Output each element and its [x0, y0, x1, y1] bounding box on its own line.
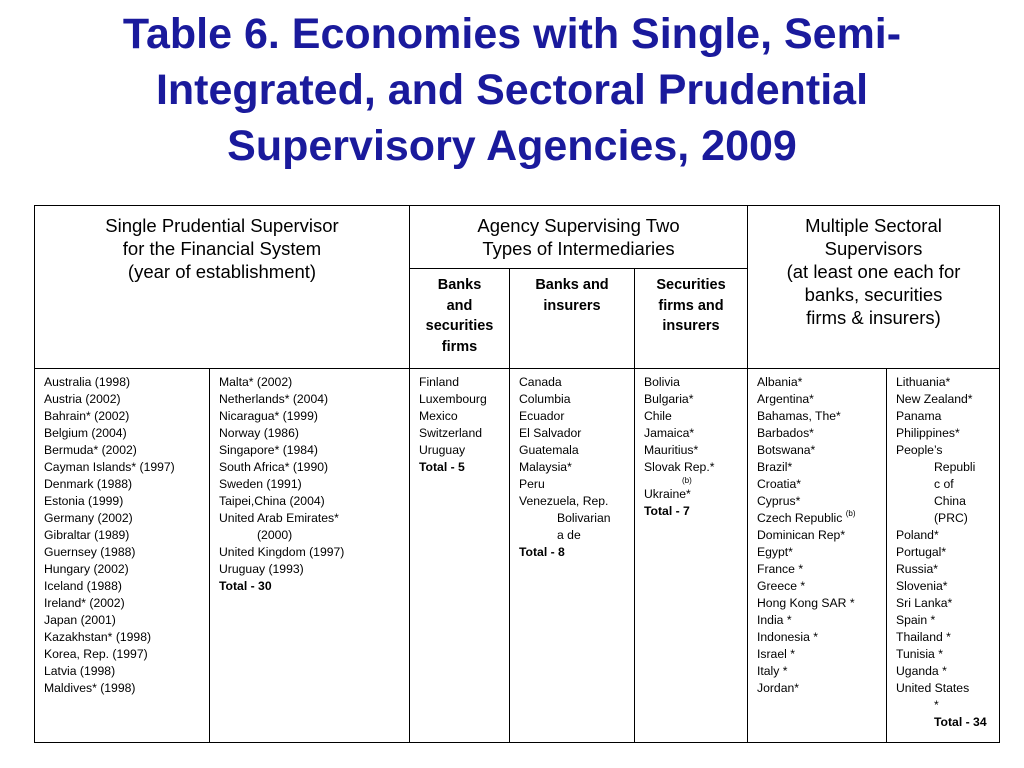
multiple-col-1 — [748, 369, 887, 743]
list-item: Kazakhstan* (1998) — [44, 630, 152, 644]
subheader-securities-insurers — [635, 269, 748, 369]
header-multiple-line-1: Multiple Sectoral — [805, 215, 942, 236]
list-item: United Arab Emirates* — [219, 511, 339, 525]
list-item: France * — [757, 562, 804, 576]
securities-insurers-col — [635, 369, 748, 743]
single-col-1 — [35, 369, 210, 743]
list-item: Denmark (1988) — [44, 477, 133, 491]
multiple-col-2 — [887, 369, 1000, 743]
list-item: Bermuda* (2002) — [44, 443, 137, 457]
list-item: Croatia* — [757, 477, 802, 491]
list-item: Latvia (1998) — [44, 664, 116, 678]
list-item: Netherlands* (2004) — [219, 392, 329, 406]
list-item: Venezuela, Rep. — [519, 494, 609, 508]
subheader-bi-line-1: Banks and — [535, 277, 609, 293]
list-item: Mexico — [419, 409, 458, 423]
list-item-continuation: c of — [934, 477, 954, 491]
list-item: Canada — [519, 375, 562, 389]
banks-securities-col — [410, 369, 510, 743]
list-item: Israel * — [757, 647, 795, 661]
supervisory-agencies-table — [34, 205, 1000, 743]
czech-republic-label: Czech Republic — [757, 511, 843, 525]
list-item: Spain * — [896, 613, 936, 627]
list-item: Chile — [644, 409, 672, 423]
list-item: Ukraine* — [644, 487, 691, 501]
list-item: Estonia (1999) — [44, 494, 124, 508]
list-item: Gibraltar (1989) — [44, 528, 130, 542]
list-item: New Zealand* — [896, 392, 973, 406]
list-item: Guatemala — [519, 443, 579, 457]
list-item: Singapore* (1984) — [219, 443, 318, 457]
header-agency-line-2: Types of Intermediaries — [482, 238, 675, 259]
list-item: Australia (1998) — [44, 375, 131, 389]
list-item: Columbia — [519, 392, 571, 406]
list-item: Greece * — [757, 579, 806, 593]
list-item: Belgium (2004) — [44, 426, 127, 440]
subheader-bs-line-1: Banks — [437, 277, 482, 293]
header-multiple-sectoral — [748, 206, 1000, 369]
list-item: Germany (2002) — [44, 511, 133, 525]
subheader-si-line-1: Securities — [656, 277, 726, 293]
header-single-line-3: (year of establishment) — [127, 261, 317, 282]
list-item: Austria (2002) — [44, 392, 121, 406]
list-item: Uruguay (1993) — [219, 562, 304, 576]
subheader-si-line-2: firms and — [658, 297, 724, 314]
list-item: Hong Kong SAR * — [757, 596, 855, 610]
subheader-bs-line-3: securities — [425, 318, 494, 334]
list-item: Malaysia* — [519, 460, 572, 474]
list-item: Peru — [519, 477, 545, 491]
list-item: Egypt* — [757, 545, 793, 559]
title-line-2: Integrated, and Sectoral Prudential — [155, 66, 869, 114]
list-item: Tunisia * — [896, 647, 943, 661]
list-item: Finland — [419, 375, 459, 389]
securities-insurers-total: Total - 7 — [644, 504, 690, 518]
footnote-marker: (b) — [845, 509, 856, 518]
list-item: United States — [896, 681, 970, 695]
list-item: People’s — [896, 443, 943, 457]
banks-insurers-total: Total - 8 — [519, 545, 565, 559]
list-item: Indonesia * — [757, 630, 818, 644]
list-item: India * — [757, 613, 792, 627]
list-item: Norway (1986) — [219, 426, 299, 440]
footnote-marker: (b) — [682, 476, 692, 485]
list-item: Korea, Rep. (1997) — [44, 647, 148, 661]
list-item: Botswana* — [757, 443, 816, 457]
list-item — [757, 510, 882, 527]
list-item: Russia* — [896, 562, 938, 576]
list-item: Jamaica* — [644, 426, 695, 440]
header-agency-two-types — [410, 206, 748, 269]
subheader-banks-securities — [410, 269, 510, 369]
header-multiple-line-2: Supervisors — [824, 238, 923, 259]
list-item: Malta* (2002) — [219, 375, 293, 389]
list-item-continuation: Republi — [934, 460, 976, 474]
list-item: Mauritius* — [644, 443, 699, 457]
list-item: Bulgaria* — [644, 392, 694, 406]
list-item: Jordan* — [757, 681, 800, 695]
header-multiple-line-3: (at least one each for — [786, 261, 961, 282]
list-item: Poland* — [896, 528, 939, 542]
list-item: Hungary (2002) — [44, 562, 129, 576]
single-total: Total - 30 — [219, 579, 272, 593]
list-item-continuation: China — [934, 494, 966, 508]
list-item: Iceland (1988) — [44, 579, 122, 593]
list-item: Uganda * — [896, 664, 947, 678]
list-item: Panama — [896, 409, 942, 423]
list-item: United Kingdom (1997) — [219, 545, 345, 559]
list-item: Taipei,China (2004) — [219, 494, 325, 508]
banks-insurers-col — [510, 369, 635, 743]
slide-title — [0, 6, 1024, 174]
list-item-continuation: * — [934, 698, 939, 712]
header-single-line-1: Single Prudential Supervisor — [105, 215, 339, 236]
list-item: Albania* — [757, 375, 803, 389]
single-col-2 — [210, 369, 410, 743]
list-item: Slovenia* — [896, 579, 948, 593]
subheader-si-line-3: insurers — [662, 318, 720, 334]
list-item: Philippines* — [896, 426, 960, 440]
list-item: Barbados* — [757, 426, 814, 440]
list-item: Lithuania* — [896, 375, 951, 389]
list-item: Uruguay — [419, 443, 466, 457]
header-agency-line-1: Agency Supervising Two — [477, 215, 680, 236]
list-item: Sri Lanka* — [896, 596, 953, 610]
list-item: Ecuador — [519, 409, 565, 423]
header-single-supervisor — [35, 206, 410, 369]
list-item: Guernsey (1988) — [44, 545, 136, 559]
list-item: Bahamas, The* — [757, 409, 841, 423]
list-item: Luxembourg — [419, 392, 487, 406]
list-item-continuation: (2000) — [257, 528, 293, 542]
list-item: Maldives* (1998) — [44, 681, 136, 695]
header-multiple-line-5: firms & insurers) — [806, 307, 941, 328]
subheader-bs-line-2: and — [446, 297, 473, 314]
list-item: South Africa* (1990) — [219, 460, 329, 474]
list-item: Thailand * — [896, 630, 951, 644]
list-item: Portugal* — [896, 545, 947, 559]
list-item: Switzerland — [419, 426, 482, 440]
list-item: El Salvador — [519, 426, 582, 440]
list-item: Ireland* (2002) — [44, 596, 125, 610]
multiple-total: Total - 34 — [934, 715, 987, 729]
subheader-banks-insurers — [510, 269, 635, 369]
title-line-3: Supervisory Agencies, 2009 — [227, 122, 797, 170]
list-item: Cyprus* — [757, 494, 801, 508]
list-item: Bolivia — [644, 375, 680, 389]
list-item: Sweden (1991) — [219, 477, 302, 491]
list-item-continuation: a de — [557, 528, 581, 542]
list-item: Cayman Islands* (1997) — [44, 460, 175, 474]
list-item: Japan (2001) — [44, 613, 116, 627]
list-item: Nicaragua* (1999) — [219, 409, 318, 423]
list-item-continuation: (PRC) — [934, 511, 968, 525]
list-item: Brazil* — [757, 460, 793, 474]
list-item: Slovak Rep.* — [644, 460, 715, 474]
subheader-bs-line-4: firms — [441, 338, 478, 355]
subheader-bi-line-2: insurers — [543, 297, 601, 314]
list-item-continuation: Bolivarian — [557, 511, 611, 525]
header-multiple-line-4: banks, securities — [804, 284, 943, 305]
header-single-line-2: for the Financial System — [122, 238, 322, 259]
list-item: Dominican Rep* — [757, 528, 846, 542]
list-item: Bahrain* (2002) — [44, 409, 130, 423]
list-item: Argentina* — [757, 392, 814, 406]
list-item: Italy * — [757, 664, 788, 678]
title-line-1: Table 6. Economies with Single, Semi- — [122, 10, 902, 58]
banks-securities-total: Total - 5 — [419, 460, 465, 474]
